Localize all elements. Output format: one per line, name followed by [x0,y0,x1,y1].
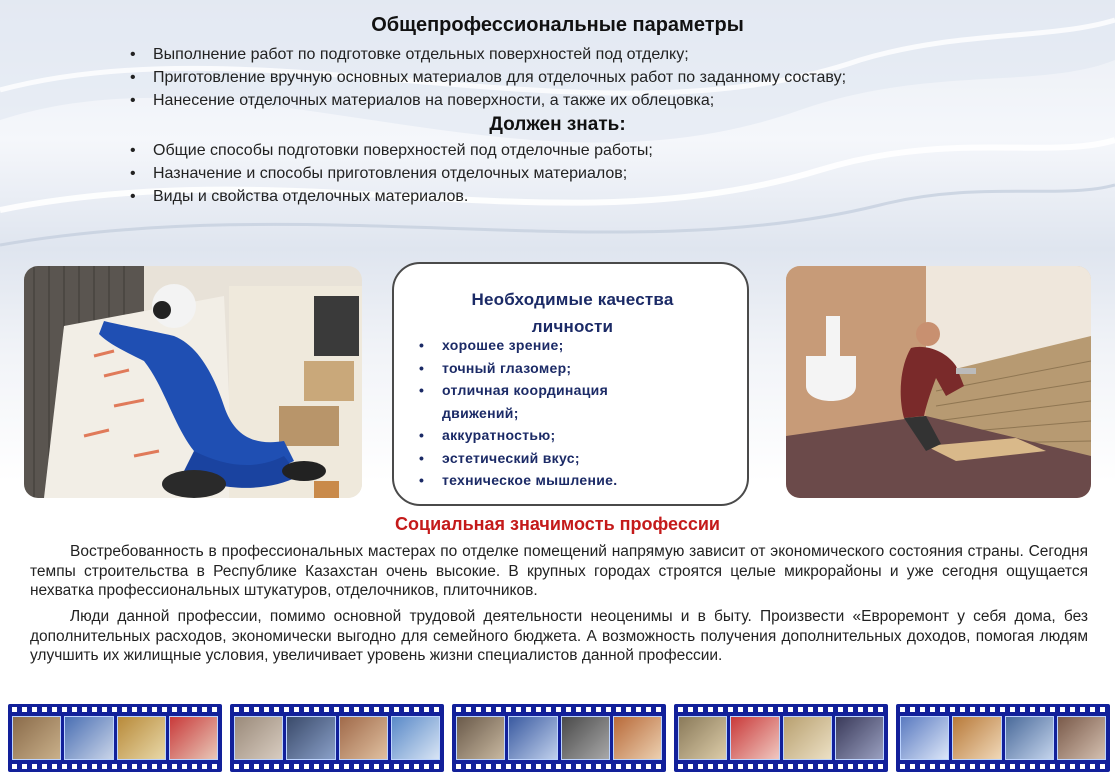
list-item: • Назначение и способы приготовления отделочных материалов; [128,162,653,185]
qualities-box [392,262,749,506]
tiler-photo-left [24,266,362,498]
list-item: • техническое мышление. [416,469,672,492]
social-paragraph-1: Востребованность в профессиональных мастерах по отделке помещений напрямую зависит от экономического состояния страны. Сегодня темпы строительства в Республике Казахстан очень высокие. В крупных городах строятся целые микрорайоны и уже сегодня ощущается нехватка профессиональных штукатуров, отделочников, плиточников. [30,543,1088,599]
list-item: • хорошее зрение; [416,334,672,357]
list-item: • аккуратностью; [416,424,672,447]
social-significance-heading: Социальная значимость профессии [395,514,720,534]
list-item: • Виды и свойства отделочных материалов. [128,185,653,208]
list-item: • Приготовление вручную основных материалов для отделочных работ по заданному составу; [128,66,846,89]
filmstrip-4 [674,704,888,772]
tiler-photo-right [786,266,1091,498]
qualities-title: Необходимые качества личности [471,290,674,336]
page-title: Общепрофессиональные параметры [371,14,744,36]
must-know-list [128,139,653,208]
general-parameters-list [128,43,846,112]
must-know-heading: Должен знать: [489,114,626,135]
filmstrip-2 [230,704,444,772]
qualities-list [416,334,672,492]
list-item: • Нанесение отделочных материалов на поверхности, а также их облецовка; [128,89,846,112]
filmstrip-3 [452,704,666,772]
list-item: • точный глазомер; [416,357,672,380]
list-item: • отличная координация движений; [416,379,672,424]
list-item: • эстетический вкус; [416,447,672,470]
list-item: • Выполнение работ по подготовке отдельных поверхностей под отделку; [128,43,846,66]
filmstrip-5 [896,704,1110,772]
social-paragraph-2: Люди данной профессии, помимо основной трудовой деятельности неоценимы и в быту. Произвести «Евроремонт у себя дома, без дополнительных расходов, экономически выгодно для семейного бюджета. А возможность получения дополнительных доходов, помогая людям улучшить их жилищные условия, увеличивает уровень жизни специалистов данной профессии. [30,608,1088,664]
filmstrip-1 [8,704,222,772]
list-item: • Общие способы подготовки поверхностей под отделочные работы; [128,139,653,162]
